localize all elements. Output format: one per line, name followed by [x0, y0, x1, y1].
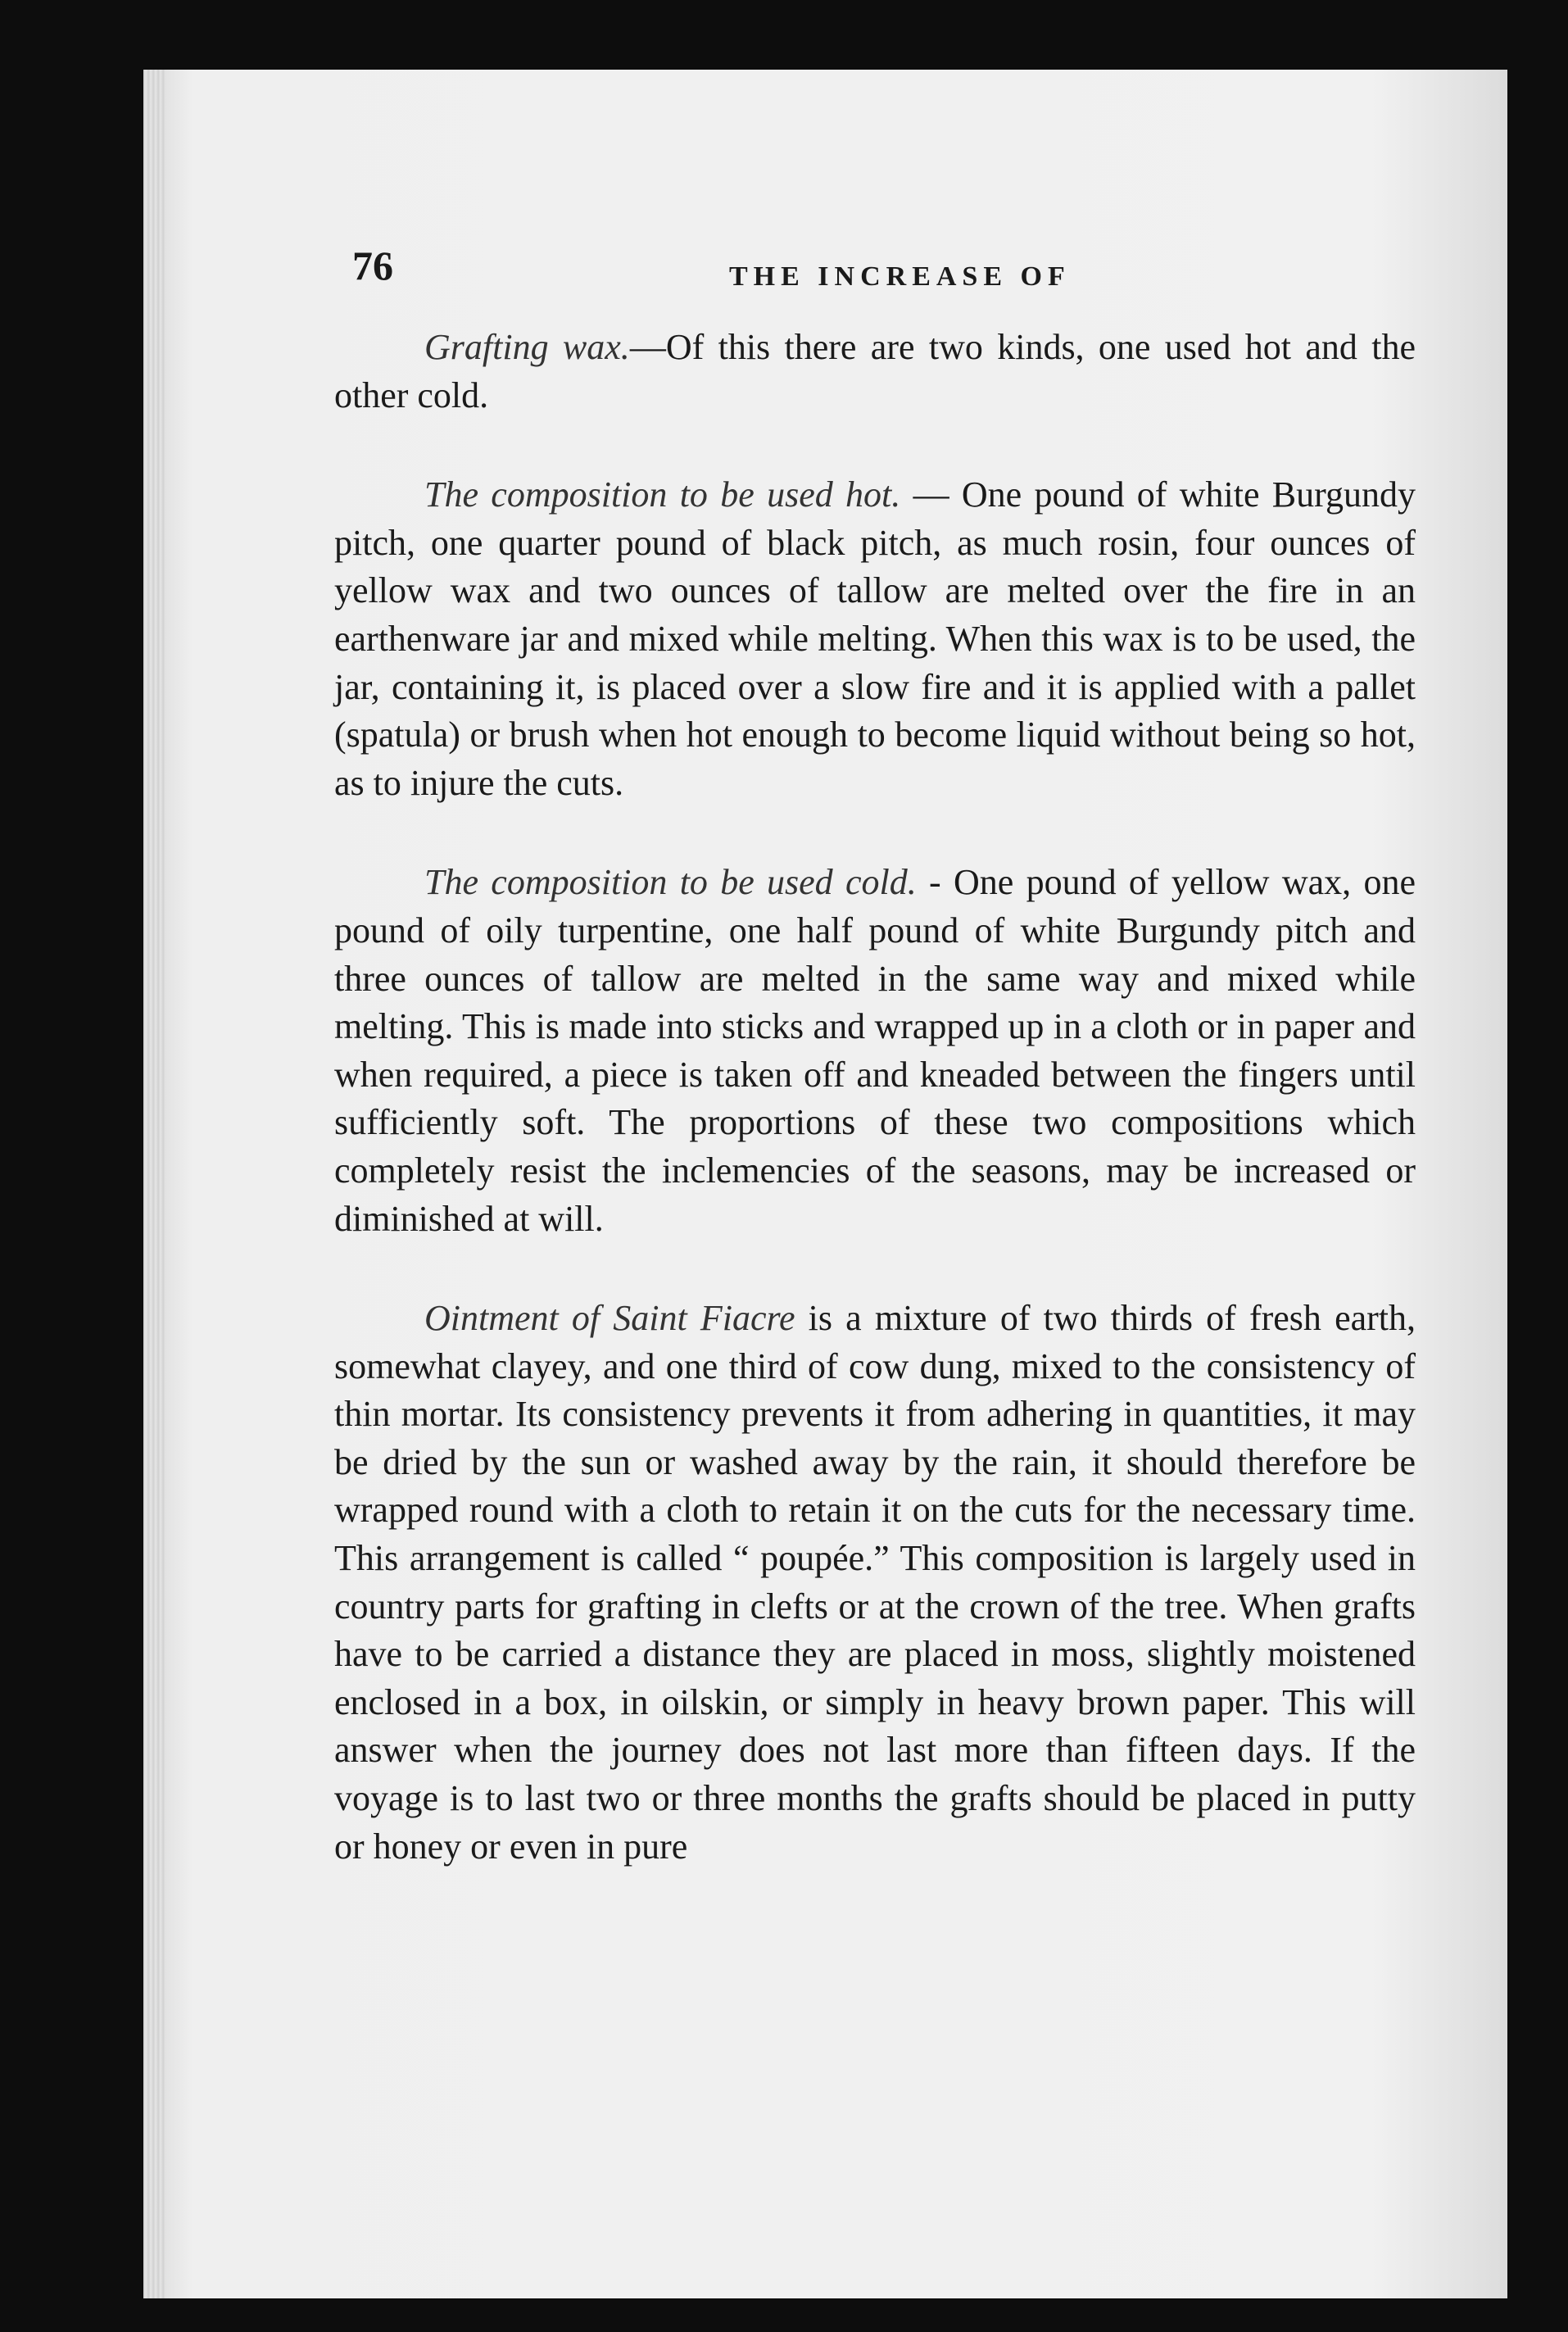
page-header — [352, 242, 1417, 307]
paragraph-hot-composition — [334, 471, 1416, 807]
paragraph-ointment-saint-fiacre — [334, 1295, 1416, 1871]
paragraph-text: — One pound of white Burgundy pitch, one quarter pound of black pitch, as much rosin, four ounces of yellow wax and two ounces of tallow are melted over the fire in an earthenware jar and mixed while melting. When this wax is to be used, the jar, containing it, is placed over a slow fire and it is applied with a pallet (spatula) or brush when hot enough to become liquid without being so hot, as to injure the cuts. — [334, 474, 1416, 803]
body-text — [334, 324, 1416, 1871]
paragraph-lead: Grafting wax. — [424, 327, 630, 367]
paragraph-lead: Ointment of Saint Fiacre — [424, 1298, 795, 1339]
paragraph-cold-composition — [334, 859, 1416, 1243]
paragraph-text: - One pound of yellow wax, one pound of oily turpentine, one half pound of white Burgundy pitch and three ounces of tallow are melted in the same way and mixed while melting. This is made into sticks and wrapped up in a cloth or in paper and when required, a piece is taken off and kneaded between the fingers until sufficiently soft. The proportions of these two compositions which completely resist the inclemencies of the seasons, may be increased or diminished at will. — [334, 862, 1416, 1239]
paragraph-text: is a mixture of two thirds of fresh earth, somewhat clayey, and one third of cow dung, mixed to the consistency of thin mortar. Its consistency prevents it from adhering in quantities, it may be dried by the sun or washed away by the rain, it should therefore be wrapped round with a cloth to retain it on the cuts for the necessary time. This arrangement is called “ poupée.” This composition is largely used in country parts for grafting in clefts or at the crown of the tree. When grafts have to be carried a distance they are placed in moss, slightly moistened enclosed in a box, in oilskin, or simply in heavy brown paper. This will answer when the journey does not last more than fifteen days. If the voyage is to last two or three months the grafts should be placed in putty or honey or even in pure — [334, 1298, 1416, 1867]
paragraph-lead: The composition to be used cold. — [424, 862, 917, 903]
paragraph-text: —Of this there are two kinds, one used hot and the other cold. — [334, 327, 1416, 415]
paragraph-grafting-wax — [334, 324, 1416, 420]
paragraph-lead: The composition to be used hot. — [424, 474, 901, 515]
page-gutter-edge — [143, 70, 166, 2298]
running-head: THE INCREASE OF — [729, 261, 1071, 292]
page-number: 76 — [352, 243, 393, 288]
